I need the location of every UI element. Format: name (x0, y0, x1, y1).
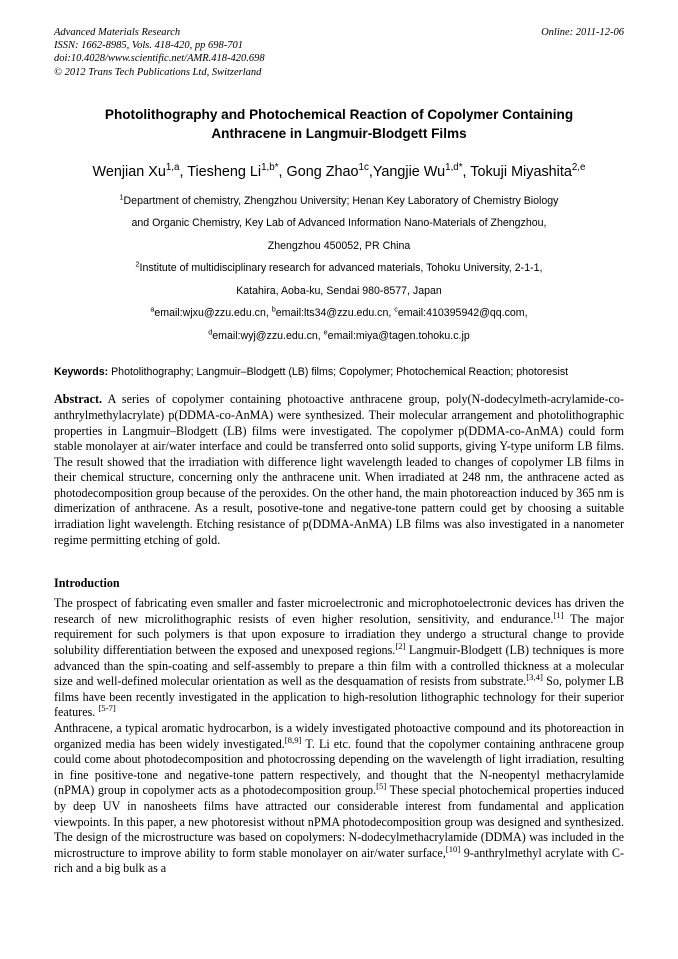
email-line (54, 325, 624, 348)
affiliation-text: Katahira, Aoba-ku, Sendai 980-8577, Japan (236, 284, 442, 297)
affiliation-marker: 2 (135, 259, 140, 269)
author-name: Tiesheng Li (187, 163, 262, 180)
affiliation-line (54, 190, 624, 213)
author-name: Gong Zhao (286, 163, 359, 180)
citation-ref: [8,9] (284, 734, 302, 745)
affiliation-line (54, 235, 624, 258)
affiliation-text: and Organic Chemistry, Key Lab of Advanced Information Nano-Materials of Zhengzhou, (131, 217, 547, 230)
author (470, 164, 585, 180)
keywords-text: Photolithography; Langmuir–Blodgett (LB) films; Copolymer; Photochemical Reaction; photoresist (108, 366, 569, 379)
copyright-line: © 2012 Trans Tech Publications Ltd, Switzerland (54, 66, 262, 78)
author-name: Yangjie Wu (372, 163, 446, 180)
paper-title: Photolithography and Photochemical Reaction of Copolymer Containing Anthracene in Langmuir-Blodgett Films (104, 106, 574, 141)
affiliation-text: Institute of multidisciplinary research for advanced materials, Tohoku University, 2-1-1, (139, 262, 543, 275)
author (373, 164, 463, 180)
email-line (54, 302, 624, 325)
citation-ref: [5-7] (98, 703, 116, 714)
citation-ref: [3,4] (526, 672, 543, 683)
intro-p2-part2: T. Li etc. found that the copolymer containing anthracene group could come about photodecomposition and photocrossing depending on the wavelength of light irradiation, resulting in fine positive-tone and negative-tone pattern respectively, and thought that the N-neopentyl methacrylamide (nPMA) group in copolymer acts as a photodecomposition group. (54, 736, 624, 798)
abstract-block (54, 392, 624, 548)
citation-ref: [5] (376, 781, 387, 792)
email-marker: e (323, 327, 328, 337)
email-marker: b (271, 304, 276, 314)
author-affil-marker: 1,d* (445, 162, 463, 174)
intro-p2-part1: Anthracene, a typical aromatic hydrocarbon, is a widely investigated photoactive compound and its photoreaction in organized media has been widely investigated. (54, 721, 624, 751)
author-affil-marker: 2,e (571, 162, 586, 174)
author-affil-marker: 1c (358, 162, 369, 174)
doi-line: doi:10.4028/www.scientific.net/AMR.418-420.698 (54, 53, 265, 65)
citation-ref: [10] (445, 843, 461, 854)
online-date: Online: 2011-12-06 (541, 27, 624, 38)
affiliation-text: Zhengzhou 450052, PR China (267, 239, 411, 252)
author-name: Wenjian Xu (92, 163, 166, 180)
intro-paragraph-2 (54, 721, 624, 877)
author-affil-marker: 1,b* (261, 162, 279, 174)
intro-paragraph-1 (54, 596, 624, 721)
abstract-text: A series of copolymer containing photoactive anthracene group, poly(N-dodecylmeth-acrylamide-co-anthrylmethylacrylate) p(DDMA-co-AnMA) were synthesized. Their molecular arrangement and photolithographic properties in Langmuir–Blodgett (LB) films were investigated. The copolymer p(DDMA-co-AnMA) could form stable monolayer at air/water interface and could be transferred onto solid supports, giving Y-type uniform LB films. The result showed that the irradiation with difference light wavelength leaded to changes of copolymer LB films in their chemical structure, concerning only the anthracene unit. When irradiated at 248 nm, the anthracene acted as photodecomposition group because of the peroxides. On the other hand, the main photoreaction induced by 365 nm is dimerization of anthracene. As a result, posotive-tone and negative-tone pattern could get by choosing a suitable irradiation light wavelength. Etching resistance of p(DDMA-AnMA) LB films was also investigated in a nanometer regime permitting etching of gold. (54, 392, 624, 547)
citation-ref: [2] (395, 641, 406, 651)
citation-ref: [1] (553, 609, 564, 620)
abstract-label: Abstract. (54, 392, 103, 407)
intro-p1-part2: The major requirement for such polymers is that upon exposure to irradiation they undergo a structural change to provide solubility differentiation between the exposed and unexposed regions. (54, 611, 624, 658)
email-marker: a (150, 304, 155, 314)
issn-line: ISSN: 1662-8985, Vols. 418-420, pp 698-701 (54, 40, 243, 52)
affiliation-line (54, 212, 624, 235)
affiliation-marker: 1 (119, 192, 124, 202)
intro-p1-part3: Langmuir-Blodgett (LB) techniques is more advanced than the spin-coating and self-assembly to prepare a thin film with a controlled thickness at a molecular size and well-defined molecular orientation as well as the desquamation of resists from substrate. (54, 643, 624, 689)
affiliation-text: Department of chemistry, Zhengzhou University; Henan Key Laboratory of Chemistry Biology (123, 194, 559, 207)
affiliations (54, 190, 624, 348)
intro-p2-part4: 9-anthrylmethyl acrylate with C-rich and a big bulk as a (54, 845, 624, 876)
author (287, 164, 369, 180)
email-address: email:lts34@zzu.edu.cn, (275, 307, 395, 320)
email-address: email:miya@tagen.tohoku.c.jp (327, 329, 470, 342)
journal-name: Advanced Materials Research (54, 27, 181, 38)
intro-p1-part1: The prospect of fabricating even smaller and faster microelectronic and microphotoelectronic devices has driven the research of new microlithographic resists of even higher resolution, sensitivity, and endurance. (54, 596, 624, 626)
keywords-label: Keywords: (54, 366, 109, 379)
author (93, 164, 180, 180)
email-address: email:wyj@zzu.edu.cn, (212, 329, 324, 342)
section-heading-introduction: Introduction (54, 576, 120, 591)
author-name: Tokuji Miyashita (470, 163, 572, 180)
intro-p1-part4: So, polymer LB films have been recently investigated in the application to high-resolution lithographic technology for their superior features. (54, 674, 625, 720)
author-list: Wenjian Xu$^{1,a}$, Tiesheng $Li^{1,b*}$, Gong Zhao$^{1c}$,Yangjie $Wu^{1,d*}$, Tokuji Miyashita$^{2,e}$ (92, 162, 586, 180)
page-header (54, 26, 624, 79)
email-marker: d (208, 327, 213, 337)
intro-p2-part3: These special photochemical properties induced by deep UV in nanosheets films have attracted our considerable interest from fundamental and application viewpoints. In this paper, a new photoresist without nPMA photodecomposition group was designed and synthesized. The design of the microstructure was based on copolymers: N-dodecylmethacrylamide (DDMA) was included in the microstructure to improve ability to form stable monolayer on air/water surface, (54, 783, 624, 860)
author-affil-marker: 1,a (165, 162, 180, 174)
email-address: email:410395942@qq.com, (397, 307, 528, 320)
keywords-block (54, 365, 624, 380)
affiliation-line (54, 257, 624, 280)
affiliation-line (54, 280, 624, 303)
email-marker: c (394, 304, 398, 314)
author (187, 164, 278, 180)
email-address: email:wjxu@zzu.edu.cn, (154, 307, 272, 320)
